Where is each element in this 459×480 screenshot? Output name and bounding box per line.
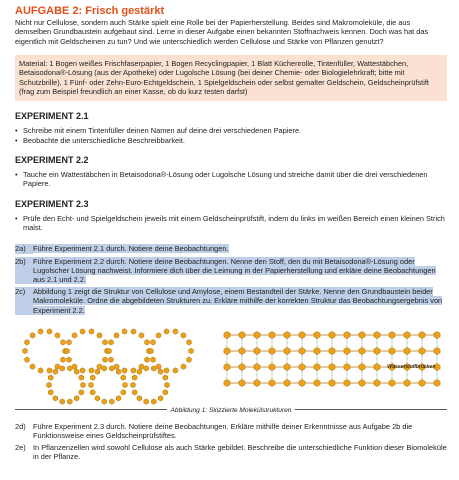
- glucose-ring-icon: [434, 347, 440, 354]
- glucose-ring-icon: [329, 363, 335, 370]
- glucose-ring-icon: [239, 331, 245, 338]
- glucose-ring-icon: [65, 348, 70, 354]
- glucose-ring-icon: [144, 399, 149, 405]
- glucose-ring-icon: [389, 379, 395, 386]
- glucose-ring-icon: [131, 328, 136, 334]
- glucose-ring-icon: [158, 395, 163, 401]
- glucose-ring-icon: [239, 347, 245, 354]
- experiment-heading: EXPERIMENT 2.1: [15, 110, 89, 121]
- glucose-ring-icon: [165, 382, 170, 388]
- glucose-ring-icon: [144, 365, 149, 371]
- glucose-ring-icon: [23, 348, 28, 354]
- glucose-ring-icon: [374, 331, 380, 338]
- glucose-ring-icon: [404, 379, 410, 386]
- glucose-ring-icon: [299, 347, 305, 354]
- glucose-ring-icon: [47, 382, 52, 388]
- glucose-ring-icon: [329, 347, 335, 354]
- glucose-ring-icon: [269, 379, 275, 386]
- glucose-ring-icon: [151, 399, 156, 405]
- glucose-ring-icon: [224, 379, 230, 386]
- glucose-ring-icon: [254, 331, 260, 338]
- glucose-ring-icon: [53, 369, 58, 375]
- glucose-ring-icon: [151, 357, 156, 363]
- glucose-ring-icon: [164, 367, 169, 373]
- bullet-item: • Tauche ein Wattestäbchen in Betaisodona®-Lösung oder Lugolsche Lösung und streiche damit über die drei verschiedenen Papiere.: [15, 170, 447, 189]
- glucose-ring-icon: [48, 389, 53, 395]
- glucose-ring-icon: [139, 332, 144, 338]
- glucose-ring-icon: [60, 399, 65, 405]
- glucose-ring-icon: [156, 364, 161, 370]
- glucose-ring-icon: [374, 347, 380, 354]
- glucose-ring-icon: [121, 375, 126, 381]
- glucose-ring-icon: [47, 367, 52, 373]
- glucose-ring-icon: [419, 331, 425, 338]
- glucose-ring-icon: [189, 348, 194, 354]
- glucose-ring-icon: [389, 331, 395, 338]
- glucose-ring-icon: [102, 399, 107, 405]
- task-number: 2b): [15, 257, 33, 285]
- task-number: 2a): [15, 244, 33, 253]
- glucose-ring-icon: [299, 363, 305, 370]
- glucose-ring-icon: [103, 339, 108, 345]
- glucose-ring-icon: [239, 363, 245, 370]
- glucose-ring-icon: [269, 347, 275, 354]
- glucose-ring-icon: [121, 389, 126, 395]
- glucose-ring-icon: [344, 379, 350, 386]
- glucose-ring-icon: [61, 339, 66, 345]
- glucose-ring-icon: [132, 375, 137, 381]
- glucose-ring-icon: [72, 332, 77, 338]
- glucose-ring-icon: [97, 332, 102, 338]
- glucose-ring-icon: [109, 399, 114, 405]
- glucose-ring-icon: [284, 347, 290, 354]
- molecule-structures-drawing: [15, 321, 447, 405]
- glucose-ring-icon: [254, 347, 260, 354]
- glucose-ring-icon: [131, 382, 136, 388]
- glucose-ring-icon: [67, 339, 72, 345]
- experiment-heading: EXPERIMENT 2.3: [15, 198, 89, 209]
- glucose-ring-icon: [122, 328, 127, 334]
- glucose-ring-icon: [344, 363, 350, 370]
- glucose-ring-icon: [116, 369, 121, 375]
- glucose-ring-icon: [314, 363, 320, 370]
- glucose-ring-icon: [67, 365, 72, 371]
- glucose-ring-icon: [30, 364, 35, 370]
- glucose-ring-icon: [67, 357, 72, 363]
- glucose-ring-icon: [107, 348, 112, 354]
- glucose-ring-icon: [137, 369, 142, 375]
- glucose-ring-icon: [48, 375, 53, 381]
- cellulose-chains-drawing: [224, 331, 440, 386]
- task-list-top: [15, 244, 447, 314]
- glucose-ring-icon: [419, 379, 425, 386]
- glucose-ring-icon: [329, 331, 335, 338]
- glucose-ring-icon: [103, 357, 108, 363]
- glucose-ring-icon: [114, 332, 119, 338]
- glucose-ring-icon: [30, 332, 35, 338]
- glucose-ring-icon: [173, 367, 178, 373]
- glucose-ring-icon: [434, 331, 440, 338]
- glucose-ring-icon: [239, 379, 245, 386]
- glucose-ring-icon: [149, 348, 154, 354]
- glucose-ring-icon: [187, 339, 192, 345]
- glucose-ring-icon: [80, 367, 85, 373]
- glucose-ring-icon: [67, 399, 72, 405]
- glucose-ring-icon: [359, 363, 365, 370]
- task-2a: [15, 244, 447, 253]
- glucose-ring-icon: [404, 331, 410, 338]
- glucose-ring-icon: [314, 347, 320, 354]
- glucose-ring-icon: [299, 331, 305, 338]
- glucose-ring-icon: [95, 395, 100, 401]
- glucose-ring-icon: [47, 328, 52, 334]
- task-number: 2d): [15, 421, 26, 431]
- glucose-ring-icon: [224, 363, 230, 370]
- glucose-ring-icon: [89, 328, 94, 334]
- glucose-ring-icon: [314, 379, 320, 386]
- glucose-ring-icon: [284, 379, 290, 386]
- bullet-item: • Prüfe den Echt- und Spielgeldschein jeweils mit einem Geldscheinprüfstift, indem du links im weißen Bereich einen kleinen Strich malst.: [15, 214, 447, 233]
- glucose-ring-icon: [132, 389, 137, 395]
- glucose-ring-icon: [284, 331, 290, 338]
- glucose-ring-icon: [173, 328, 178, 334]
- figure-molecule-structures: [15, 321, 447, 414]
- experiment-heading: EXPERIMENT 2.2: [15, 155, 89, 166]
- glucose-ring-icon: [359, 347, 365, 354]
- glucose-ring-icon: [79, 375, 84, 381]
- glucose-ring-icon: [131, 367, 136, 373]
- glucose-ring-icon: [404, 347, 410, 354]
- task-number: 2c): [15, 287, 33, 315]
- glucose-ring-icon: [102, 365, 107, 371]
- glucose-ring-icon: [109, 365, 114, 371]
- glucose-ring-icon: [139, 364, 144, 370]
- glucose-ring-icon: [359, 331, 365, 338]
- task-text: In Pflanzenzellen wird sowohl Cellulose als auch Stärke gebildet. Beschreibe die unterschiedliche Funktion dieser Biomoleküle in der Pflanze.: [33, 443, 447, 462]
- glucose-ring-icon: [344, 331, 350, 338]
- glucose-ring-icon: [269, 331, 275, 338]
- glucose-ring-icon: [164, 328, 169, 334]
- hydrogen-bond-label: Wasserstoffbrücken: [387, 363, 436, 370]
- glucose-ring-icon: [38, 367, 43, 373]
- glucose-ring-icon: [344, 347, 350, 354]
- task-text: Abbildung 1 zeigt die Struktur von Cellulose und Amylose, einem Bestandteil der Stärke. Nenne den Grundbaustein beider Makromoleküle. Ordne die abgebildeten Strukturen zu. Erkläre mithilfe der korrekten Struktur das Beobachtungsergebnis von Experiment 2.2.: [33, 287, 443, 315]
- glucose-ring-icon: [181, 364, 186, 370]
- glucose-ring-icon: [74, 395, 79, 401]
- glucose-ring-icon: [79, 389, 84, 395]
- glucose-ring-icon: [187, 357, 192, 363]
- glucose-ring-icon: [81, 382, 86, 388]
- glucose-ring-icon: [122, 367, 127, 373]
- glucose-ring-icon: [114, 364, 119, 370]
- task-2e: [15, 443, 447, 461]
- task-number: 2e): [15, 443, 26, 453]
- glucose-ring-icon: [145, 357, 150, 363]
- task-2b: [15, 257, 447, 285]
- worksheet: [15, 0, 447, 465]
- glucose-ring-icon: [80, 328, 85, 334]
- glucose-ring-icon: [145, 339, 150, 345]
- glucose-ring-icon: [158, 369, 163, 375]
- glucose-ring-icon: [254, 363, 260, 370]
- figure-caption: Abbildung 1: Skizzierte Molekülstrukturen: [167, 407, 296, 414]
- glucose-ring-icon: [299, 379, 305, 386]
- task-text: Führe Experiment 2.2 durch. Notiere deine Beobachtungen. Nenne den Stoff, den du mit Betaisodona®-Lösung oder Lugolscher Lösung nachweist. Informiere dich über die Leimung in der Papierherstellung und erkläre deine Beobachtungen aus 2.1 und 2.2.: [33, 256, 436, 284]
- glucose-ring-icon: [116, 395, 121, 401]
- glucose-ring-icon: [55, 332, 60, 338]
- task-2d: [15, 422, 447, 440]
- bullet-item: • Schreibe mit einem Tintenfüller deinen Namen auf deine drei verschiedenen Papiere.: [15, 126, 447, 135]
- amylose-helix-drawing: [23, 328, 194, 404]
- task-title: AUFGABE 2: Frisch gestärkt: [15, 5, 165, 17]
- glucose-ring-icon: [181, 332, 186, 338]
- experiment-2-1: [15, 111, 447, 146]
- glucose-ring-icon: [284, 363, 290, 370]
- glucose-ring-icon: [74, 369, 79, 375]
- glucose-ring-icon: [53, 395, 58, 401]
- experiment-2-3: [15, 199, 447, 233]
- glucose-ring-icon: [156, 332, 161, 338]
- glucose-ring-icon: [434, 379, 440, 386]
- glucose-ring-icon: [254, 379, 260, 386]
- glucose-ring-icon: [374, 379, 380, 386]
- glucose-ring-icon: [374, 363, 380, 370]
- glucose-ring-icon: [137, 395, 142, 401]
- glucose-ring-icon: [25, 357, 30, 363]
- glucose-ring-icon: [389, 347, 395, 354]
- glucose-ring-icon: [314, 331, 320, 338]
- glucose-ring-icon: [109, 357, 114, 363]
- intro-text: Nicht nur Cellulose, sondern auch Stärke spielt eine Rolle bei der Papierherstellung. Beides sind Makromoleküle, die aus demselben Grundbaustein aufgebaut sind. Lerne in dieser Aufgabe einen bekannten Stoffnachweis kennen. Doch was hat das eigentlich mit Geldscheinen zu tun? Und wie unterschiedlich werden Cellulose und Stärke von Pflanzen genutzt?: [15, 18, 429, 46]
- glucose-ring-icon: [224, 331, 230, 338]
- task-2c: [15, 287, 447, 315]
- material-box: Material: 1 Bogen weißes Frischfaserpapier, 1 Bogen Recyclingpapier, 1 Blatt Küchenrolle, Tintenfüller, Wattestäbchen, Betaisodona®-Lösung (aus der Apotheke) oder Lugolsche Lösung (bei deiner Chemie- oder Biologielehrkraft; bitte mit Schutzbrille), 1 Fünf- oder Zehn-Euro-Echtgeldschein, 1 Spielgeldschein oder selbst gemalter Geldschein, Geldscheinprüfstift (frag zum Beispiel freundlich an einer Kasse, ob du kurz testen darfst): [15, 55, 447, 101]
- glucose-ring-icon: [109, 339, 114, 345]
- glucose-ring-icon: [25, 339, 30, 345]
- glucose-ring-icon: [123, 382, 128, 388]
- glucose-ring-icon: [61, 357, 66, 363]
- glucose-ring-icon: [90, 375, 95, 381]
- glucose-ring-icon: [89, 382, 94, 388]
- glucose-ring-icon: [95, 369, 100, 375]
- task-text: Führe Experiment 2.3 durch. Notiere deine Beobachtungen. Erkläre mithilfe deiner Erkenntnisse aus Aufgabe 2b die Funktionsweise eines Geldscheinprüfstiftes.: [33, 421, 413, 440]
- glucose-ring-icon: [163, 389, 168, 395]
- task-list-bottom: [15, 422, 447, 462]
- glucose-ring-icon: [151, 339, 156, 345]
- task-text: Führe Experiment 2.1 durch. Notiere deine Beobachtungen.: [33, 244, 229, 254]
- glucose-ring-icon: [97, 364, 102, 370]
- glucose-ring-icon: [419, 347, 425, 354]
- glucose-ring-icon: [224, 347, 230, 354]
- glucose-ring-icon: [38, 328, 43, 334]
- glucose-ring-icon: [90, 389, 95, 395]
- bullet-item: • Beobachte die unterschiedliche Beschreibbarkeit.: [15, 136, 447, 145]
- glucose-ring-icon: [72, 364, 77, 370]
- glucose-ring-icon: [55, 364, 60, 370]
- glucose-ring-icon: [89, 367, 94, 373]
- glucose-ring-icon: [151, 365, 156, 371]
- glucose-ring-icon: [359, 379, 365, 386]
- glucose-ring-icon: [163, 375, 168, 381]
- experiment-2-2: [15, 155, 447, 189]
- glucose-ring-icon: [60, 365, 65, 371]
- glucose-ring-icon: [269, 363, 275, 370]
- glucose-ring-icon: [329, 379, 335, 386]
